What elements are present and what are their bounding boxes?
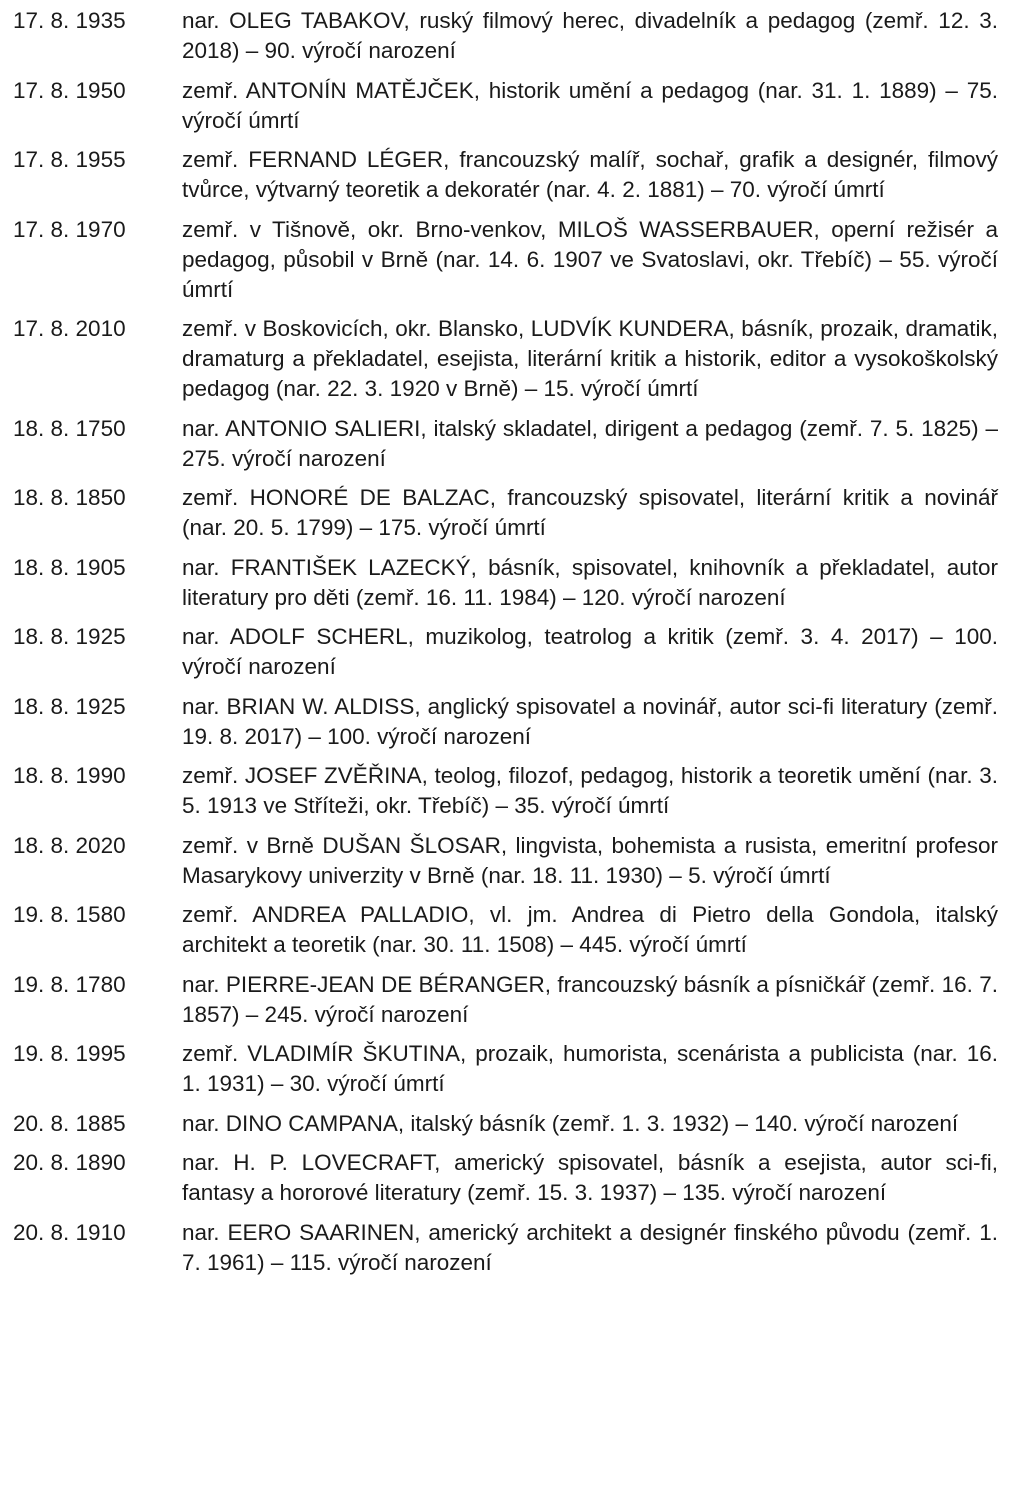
anniversary-list (0, 6, 1020, 1287)
entry-date: 17. 8. 1955 (13, 147, 126, 172)
list-item (0, 6, 1020, 66)
entry-date: 18. 8. 1925 (13, 693, 126, 719)
list-item (0, 145, 1020, 205)
list-item (0, 831, 1020, 891)
list-item (0, 483, 1020, 543)
entry-date: 18. 8. 1990 (13, 763, 126, 788)
entry-text: nar. ADOLF SCHERL, muzikolog, teatrolog a kritik (zemř. 3. 4. 2017) – 100. výročí narození (182, 624, 998, 679)
list-item (0, 761, 1020, 821)
entry-date: 17. 8. 1935 (13, 8, 126, 33)
entry-date: 20. 8. 1890 (13, 1150, 126, 1175)
entry-text: nar. PIERRE-JEAN DE BÉRANGER, francouzský básník a písničkář (zemř. 16. 7. 1857) – 245. výročí narození (182, 971, 998, 1027)
entry-date: 18. 8. 2020 (13, 832, 126, 858)
list-item (0, 1039, 1020, 1099)
list-item (0, 414, 1020, 474)
list-item (0, 76, 1020, 136)
list-item (0, 970, 1020, 1030)
entry-date: 19. 8. 1995 (13, 1041, 126, 1066)
entry-text: nar. DINO CAMPANA, italský básník (zemř. 1. 3. 1932) – 140. výročí narození (182, 1110, 959, 1136)
entry-date: 18. 8. 1750 (13, 415, 126, 441)
entry-date: 18. 8. 1850 (13, 485, 126, 510)
entry-text: nar. BRIAN W. ALDISS, anglický spisovatel a novinář, autor sci-fi literatury (zemř. 19. 8. 2017) – 100. výročí narození (182, 693, 998, 749)
entry-date: 20. 8. 1910 (13, 1219, 126, 1245)
entry-date: 17. 8. 1950 (13, 77, 126, 103)
entry-text: zemř. HONORÉ DE BALZAC, francouzský spisovatel, literární kritik a novinář (nar. 20. 5. 1799) – 175. výročí úmrtí (182, 485, 998, 540)
entry-text: nar. H. P. LOVECRAFT, americký spisovatel, básník a esejista, autor sci-fi, fantasy a hororové literatury (zemř. 15. 3. 1937) – 135. výročí narození (182, 1150, 998, 1205)
entry-date: 19. 8. 1580 (13, 902, 126, 927)
list-item (0, 553, 1020, 613)
entry-text: zemř. FERNAND LÉGER, francouzský malíř, sochař, grafik a designér, filmový tvůrce, výtvarný teoretik a dekoratér (nar. 4. 2. 1881) – 70. výročí úmrtí (182, 147, 998, 202)
list-item (0, 900, 1020, 960)
entry-text: nar. FRANTIŠEK LAZECKÝ, básník, spisovatel, knihovník a překladatel, autor literatury pro děti (zemř. 16. 11. 1984) – 120. výročí narození (182, 554, 998, 610)
entry-date: 19. 8. 1780 (13, 971, 126, 997)
list-item (0, 622, 1020, 682)
entry-text: nar. EERO SAARINEN, americký architekt a designér finského původu (zemř. 1. 7. 1961) – 115. výročí narození (182, 1219, 998, 1275)
list-item (0, 215, 1020, 305)
entry-text: zemř. v Brně DUŠAN ŠLOSAR, lingvista, bohemista a rusista, emeritní profesor Masarykovy univerzity v Brně (nar. 18. 11. 1930) – 5. výročí úmrtí (182, 832, 998, 888)
entry-date: 18. 8. 1925 (13, 624, 126, 649)
entry-date: 17. 8. 1970 (13, 216, 126, 242)
entry-date: 18. 8. 1905 (13, 554, 126, 580)
entry-date: 17. 8. 2010 (13, 316, 126, 341)
entry-text: zemř. ANDREA PALLADIO, vl. jm. Andrea di Pietro della Gondola, italský architekt a teoretik (nar. 30. 11. 1508) – 445. výročí úmrtí (182, 902, 998, 957)
entry-date: 20. 8. 1885 (13, 1110, 126, 1136)
entry-text: nar. ANTONIO SALIERI, italský skladatel, dirigent a pedagog (zemř. 7. 5. 1825) – 275. výročí narození (182, 415, 998, 471)
list-item (0, 1148, 1020, 1208)
list-item (0, 314, 1020, 404)
entry-text: nar. OLEG TABAKOV, ruský filmový herec, divadelník a pedagog (zemř. 12. 3. 2018) – 90. výročí narození (182, 8, 998, 63)
entry-text: zemř. v Tišnově, okr. Brno-venkov, MILOŠ WASSERBAUER, operní režisér a pedagog, působil v Brně (nar. 14. 6. 1907 ve Svatoslavi, okr. Třebíč) – 55. výročí úmrtí (182, 216, 998, 302)
entry-text: zemř. JOSEF ZVĚŘINA, teolog, filozof, pedagog, historik a teoretik umění (nar. 3. 5. 1913 ve Stříteži, okr. Třebíč) – 35. výročí úmrtí (182, 763, 998, 818)
entry-text: zemř. VLADIMÍR ŠKUTINA, prozaik, humorista, scenárista a publicista (nar. 16. 1. 1931) – 30. výročí úmrtí (182, 1041, 998, 1096)
entry-text: zemř. v Boskovicích, okr. Blansko, LUDVÍK KUNDERA, básník, prozaik, dramatik, dramaturg a překladatel, esejista, literární kritik a historik, editor a vysokoškolský pedagog (nar. 22. 3. 1920 v Brně) – 15. výročí úmrtí (182, 316, 998, 401)
entry-text: zemř. ANTONÍN MATĚJČEK, historik umění a pedagog (nar. 31. 1. 1889) – 75. výročí úmrtí (182, 77, 998, 133)
list-item (0, 692, 1020, 752)
list-item (0, 1109, 1020, 1139)
list-item (0, 1218, 1020, 1278)
